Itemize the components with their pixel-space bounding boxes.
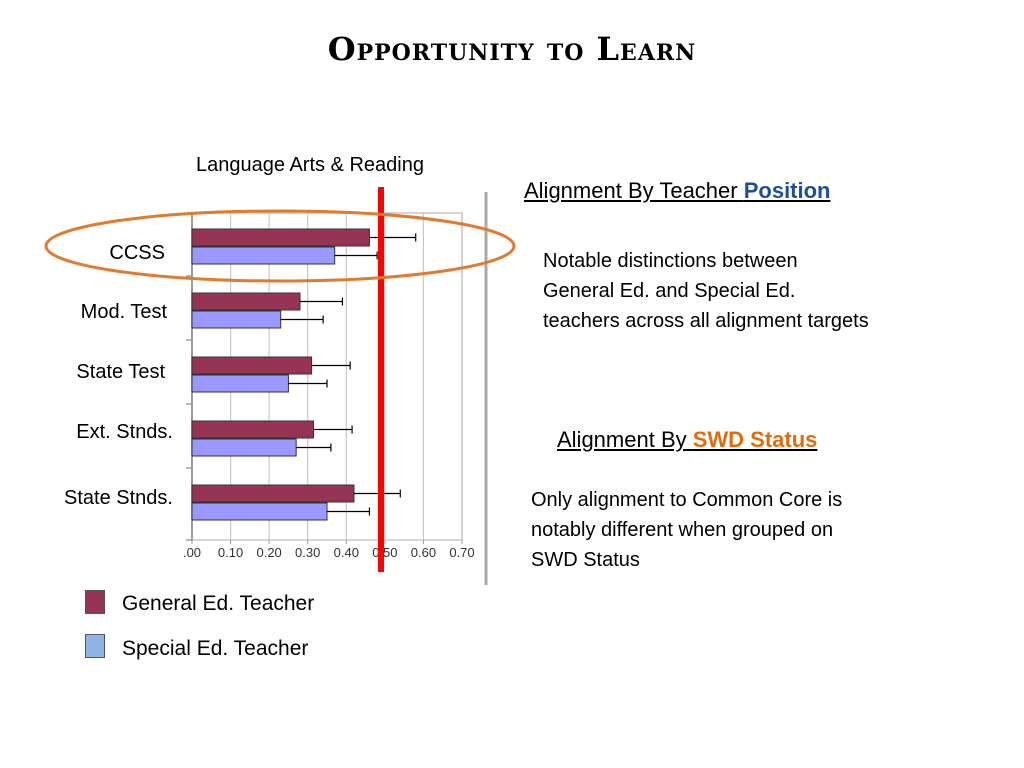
x-tick-label: 0.60 [410,545,437,560]
swd-heading-prefix: Alignment By [557,427,693,452]
swd-text-line: SWD Status [531,549,640,571]
x-tick-label: .00 [182,545,202,560]
bar-general-ed [192,421,314,438]
swd-heading-highlight: SWD Status [692,427,818,452]
x-tick-label: 0.70 [449,545,475,560]
legend-label-special-ed: Special Ed. Teacher [122,637,309,660]
position-text-line: Notable distinctions between [543,250,798,272]
position-text-line: teachers across all alignment targets [543,310,869,332]
category-label-mod-test: Mod. Test [80,301,167,323]
position-heading [524,178,831,204]
slide-title: Opportunity to Learn [327,30,697,68]
x-tick-label: 0.40 [333,545,359,560]
x-tick-label: 0.10 [217,545,244,560]
position-text [543,246,869,336]
position-heading-prefix: Alignment By Teacher [524,178,744,203]
swd-text-line: Only alignment to Common Core is [531,489,843,511]
bar-special-ed [192,311,281,328]
category-label-state-stnds: State Stnds. [64,487,173,509]
bar-special-ed [192,439,296,456]
swd-text [531,485,842,575]
bar-special-ed [192,503,327,520]
x-tick-label: 0.20 [256,545,282,560]
bar-general-ed [192,293,300,310]
bar-special-ed [192,247,335,264]
swd-heading [557,427,817,453]
category-label-ccss: CCSS [109,242,165,264]
category-label-state-test: State Test [76,361,165,383]
bar-general-ed [192,229,369,246]
chart-title: Language Arts & Reading [196,154,424,176]
legend-label-general-ed: General Ed. Teacher [122,592,315,615]
bar-general-ed [192,485,354,502]
position-heading-highlight: Position [743,178,831,203]
position-text-line: General Ed. and Special Ed. [543,280,796,302]
x-tick-label: 0.50 [372,545,398,560]
swd-text-line: notably different when grouped on [531,519,834,541]
legend-swatch-general-ed [85,590,105,614]
legend-swatch-special-ed [85,634,105,658]
bar-general-ed [192,357,312,374]
category-label-ext-stnds: Ext. Stnds. [76,421,173,443]
x-tick-labels [183,545,475,560]
bar-special-ed [192,375,288,392]
x-tick-label: 0.30 [295,545,321,560]
